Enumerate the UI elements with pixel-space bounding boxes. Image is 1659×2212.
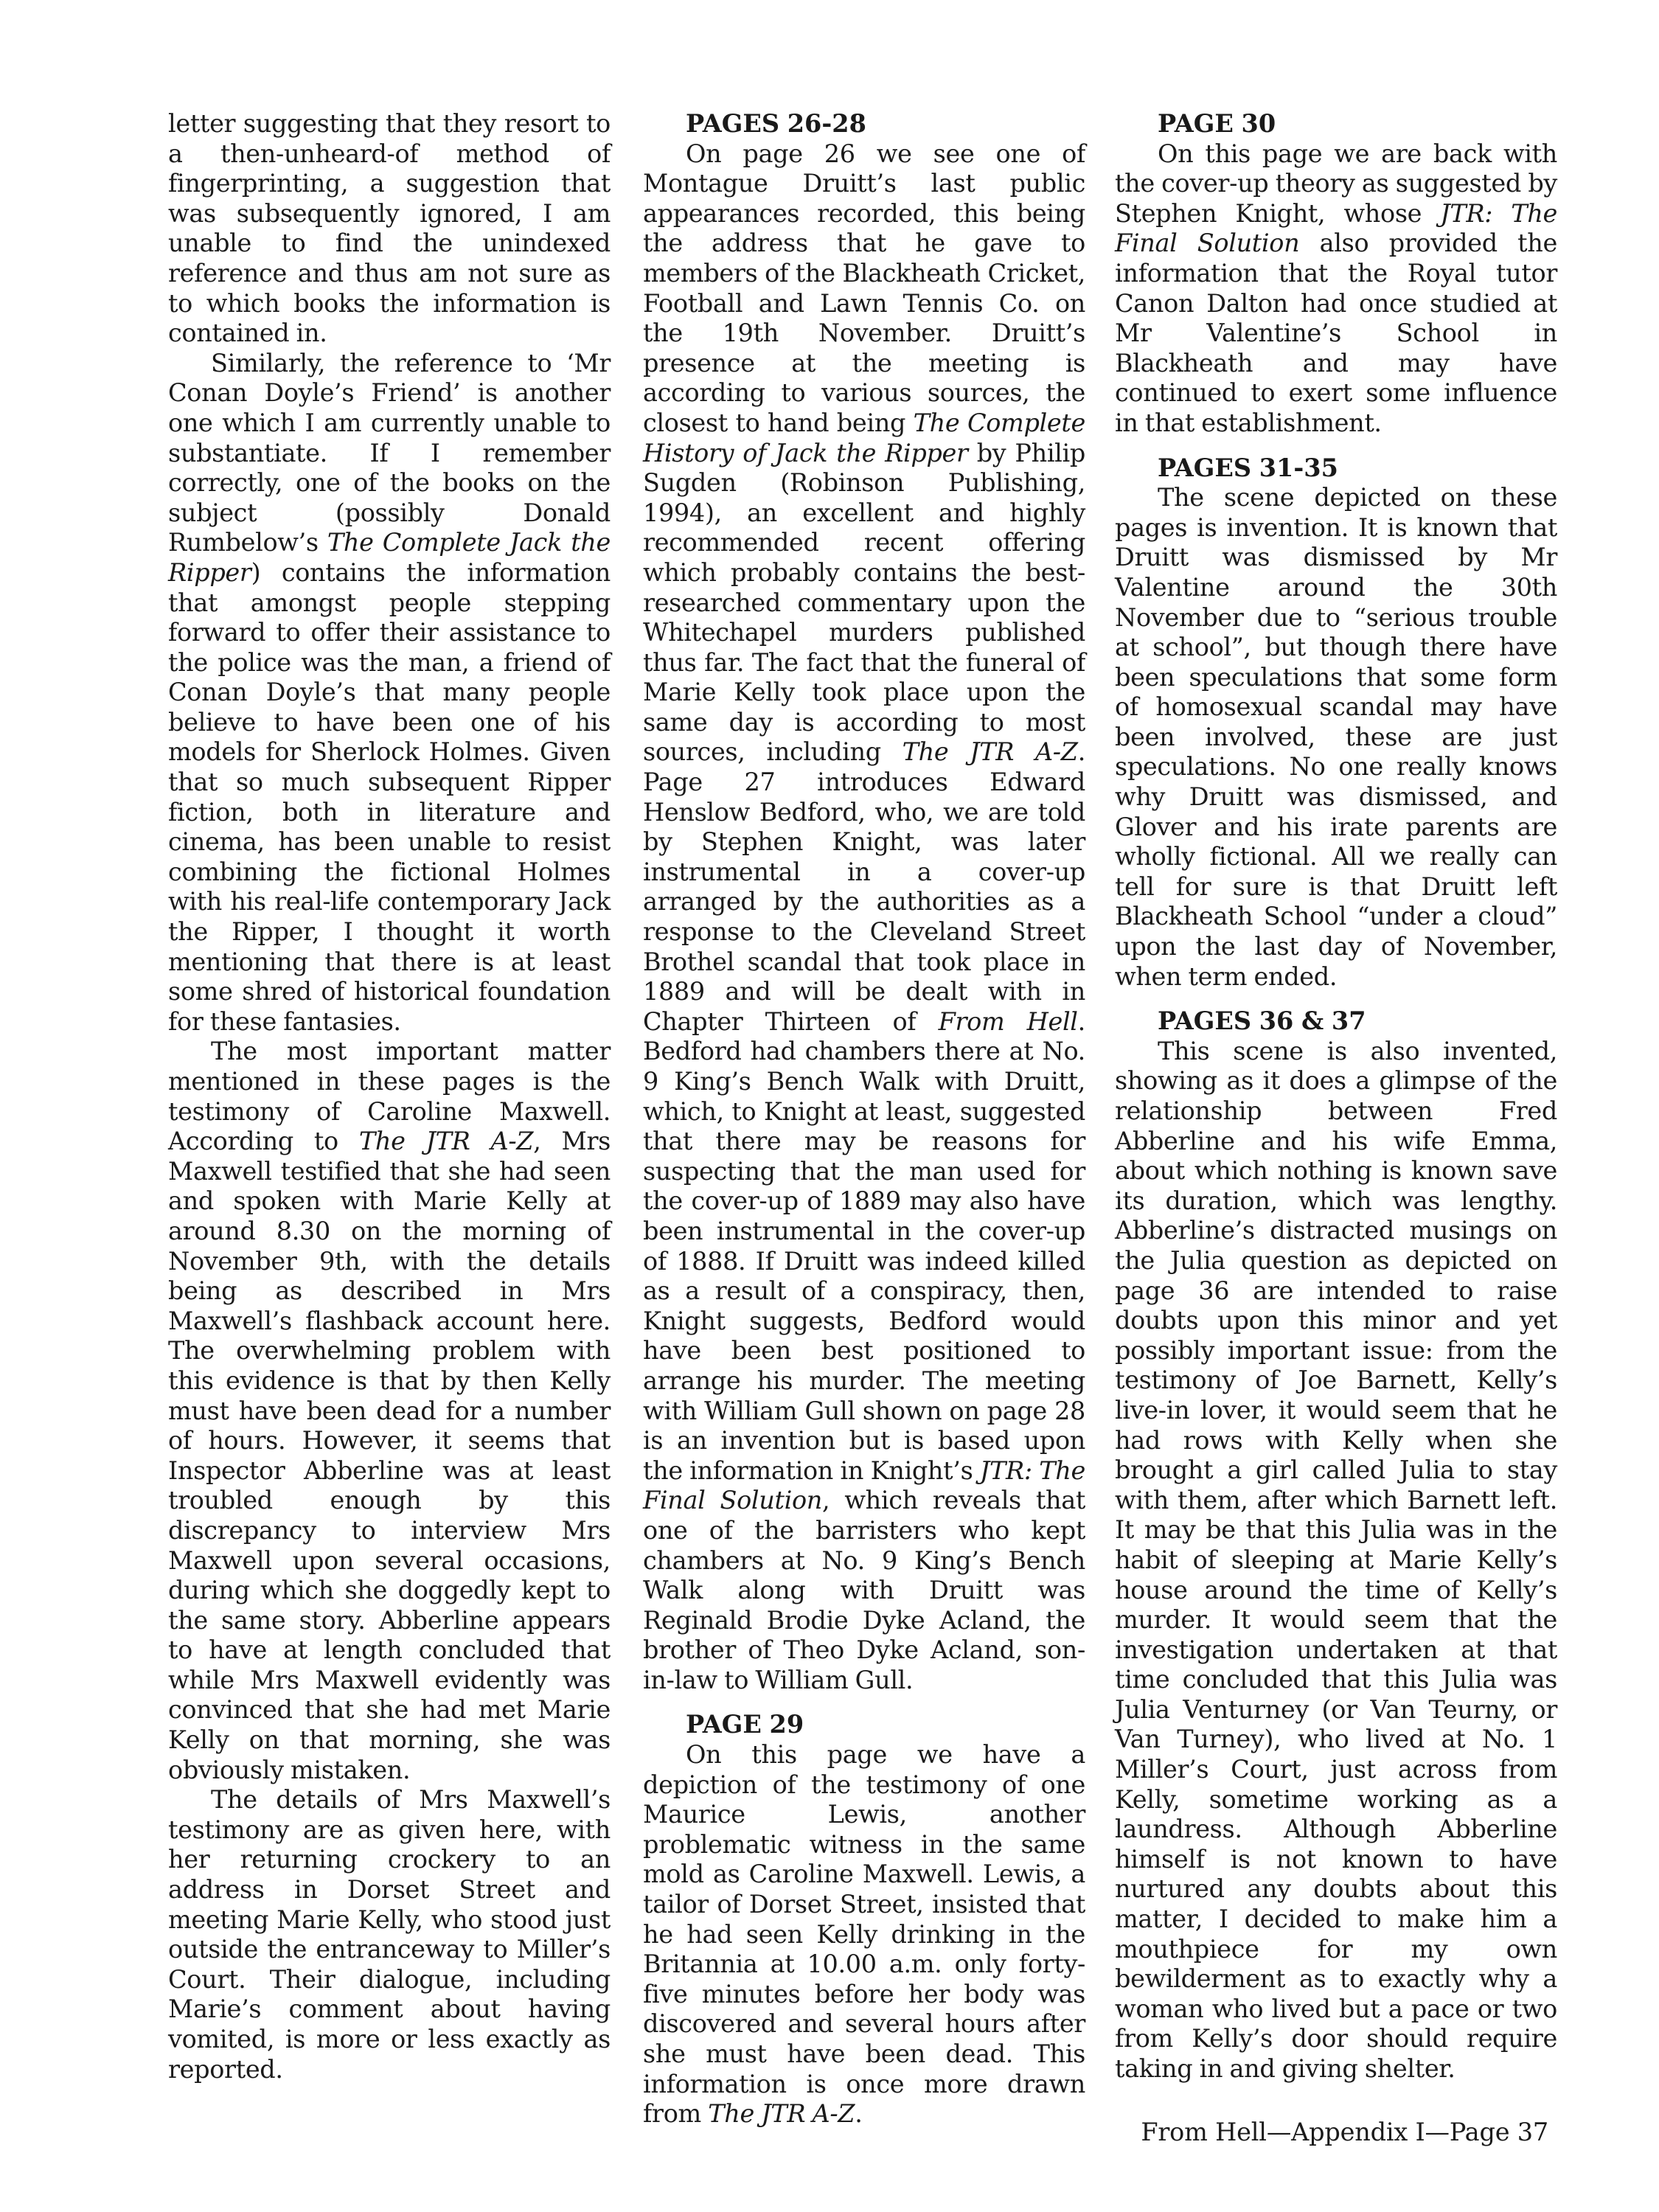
paragraph-text: This scene is also invented, showing as it does a glimpse of the relationship between Fred Abberline and his wife Emma, about which nothing is known save its duration, which was lengthy. Abberline’s distracted musings on the Julia question as depicted on page 36 are intended to raise doubts upon this minor and yet possibly important issue: from the testimony of Joe Barnett, Kelly’s live-in lover, it would seem that he had rows with Kelly when she brought a girl called Julia to stay with them, after which Barnett left. It may be that this Julia was in the habit of sleeping at Marie Kelly’s house around the time of Kelly’s murder. It would seem that the investigation undertaken at that time concluded that this Julia was Julia Venturney (or Van Teurny, or Van Turney), who lived at No. 1 Miller’s Court, just across from Kelly, sometime working as a laundress. Although Abberline himself is not known to have nurtured any doubts about this matter, I decided to make him a mouthpiece for my own bewilderment as to exactly why a woman who lived but a pace or two from Kelly’s door should require taking in and giving shelter. bbox=[1115, 1036, 1557, 2083]
book-title: JTR: The Final Solution bbox=[643, 1455, 1085, 1515]
book-title: The Complete Jack the Ripper bbox=[168, 528, 611, 587]
paragraph bbox=[643, 139, 1085, 1696]
paragraph-text: , Mrs Maxwell testified that she had seen and spoken with Marie Kelly at around 8.30 on the morning of November 9th, with the details being as described in Mrs Maxwell’s flashback account here. The overwhelming problem with this evidence is that by then Kelly must have been dead for a number of hours. However, it seems that Inspector Abberline was at least troubled enough by this discrepancy to interview Mrs Maxwell upon several occasions, during which she doggedly kept to the same story. Abberline appears to have at length concluded that while Mrs Maxwell evidently was convinced that she had met Marie Kelly on that morning, she was obviously mistaken. bbox=[168, 1127, 611, 1784]
paragraph-text: , which reveals that one of the barristers who kept chambers at No. 9 King’s Bench Walk along with Druitt was Reginald Brodie Dyke Acland, the brother of Theo Dyke Acland, son-in-law to William Gull. bbox=[643, 1486, 1085, 1694]
book-title: From Hell bbox=[938, 1006, 1078, 1036]
paragraph-text: Similarly, the reference to ‘Mr Conan Doyle’s Friend’ is another one which I am currently unable to substantiate. If I remember correctly, one of the books on the subject (possibly Donald Rumbelow’s bbox=[168, 348, 611, 557]
book-title: The JTR A-Z bbox=[902, 737, 1078, 767]
paragraph-text: On page 26 we see one of Montague Druitt’s last public appearances recorded, this being the address that he gave to members of the Blackheath Cricket, Football and Lawn Tennis Co. on the 19th November. Druitt’s presence at the meeting is according to various sources, the closest to hand being bbox=[643, 139, 1085, 437]
page-footer: From Hell—Appendix I—Page 37 bbox=[1141, 2118, 1548, 2146]
paragraph-text: . bbox=[855, 2099, 863, 2129]
paragraph bbox=[168, 349, 611, 1037]
paragraph-text: letter suggesting that they resort to a then-unheard-of method of fingerprinting, a suggestion that was subsequently ignored, I am unable to find the unindexed reference and thus am not sure as to which books the information is contained in. bbox=[168, 109, 611, 348]
paragraph-text: also provided the information that the Royal tutor Canon Dalton had once studied at Mr Valentine’s School in Blackheath and may have continued to exert some influence in that establishment. bbox=[1115, 229, 1557, 437]
paragraph bbox=[168, 109, 611, 349]
paragraph-text: ) contains the information that amongst people stepping forward to offer their assistance to the police was the man, a friend of Conan Doyle’s that many people believe to have been one of his models for Sherlock Holmes. Given that so much subsequent Ripper fiction, both in literature and cinema, has been unable to resist combining the fictional Holmes with his real-life contemporary Jack the Ripper, I thought it worth mentioning that there is at least some shred of historical foundation for these fantasies. bbox=[168, 557, 611, 1036]
section-heading: PAGES 36 & 37 bbox=[1158, 1006, 1366, 1036]
section-heading: PAGE 29 bbox=[686, 1710, 804, 1739]
book-title: The JTR A-Z bbox=[358, 1127, 534, 1156]
paragraph-text: . Page 27 introduces Edward Henslow Bedford, who, we are told by Stephen Knight, was later instrumental in a cover-up arranged by the authorities as a response to the Cleveland Street Brothel scandal that took place in 1889 and will be dealt with in Chapter Thirteen of bbox=[643, 737, 1085, 1036]
book-title: The JTR A-Z bbox=[708, 2099, 855, 2129]
paragraph bbox=[643, 1740, 1085, 2129]
paragraph-text: The scene depicted on these pages is invention. It is known that Druitt was dismissed by Mr Valentine around the 30th November due to “serious trouble at school”, but though there have been speculations that some form of homosexual scandal may have been involved, these are just speculations. No one really knows why Druitt was dismissed, and Glover and his irate parents are wholly fictional. All we really can tell for sure is that Druitt left Blackheath School “under a cloud” upon the last day of November, when term ended. bbox=[1115, 483, 1557, 991]
paragraph bbox=[168, 1785, 611, 2084]
text-column-1 bbox=[168, 109, 611, 2084]
paragraph-text: The details of Mrs Maxwell’s testimony are as given here, with her returning crockery to an address in Dorset Street and meeting Marie Kelly, who stood just outside the entranceway to Miller’s Court. Their dialogue, including Marie’s comment about having vomited, is more or less exactly as reported. bbox=[168, 1785, 611, 2084]
paragraph bbox=[168, 1037, 611, 1785]
book-title: JTR: The Final Solution bbox=[1115, 198, 1557, 258]
paragraph bbox=[1115, 1037, 1557, 2084]
paragraph-text: The most important matter mentioned in these pages is the testimony of Caroline Maxwell. According to bbox=[168, 1037, 611, 1156]
section-heading: PAGES 31-35 bbox=[1158, 453, 1338, 482]
paragraph bbox=[1115, 139, 1557, 439]
section-heading: PAGES 26-28 bbox=[686, 109, 866, 138]
book-title: The Complete History of Jack the Ripper bbox=[643, 408, 1085, 467]
text-column-3 bbox=[1115, 109, 1557, 2084]
text-column-2 bbox=[643, 109, 1085, 2129]
section-heading: PAGE 30 bbox=[1158, 109, 1276, 138]
paragraph-text: by Philip Sugden (Robinson Publishing, 1994), an excellent and highly recommended recent offering which probably contains the best-researched commentary upon the Whitechapel murders published thus far. The fact that the funeral of Marie Kelly took place upon the same day is according to most sources, including bbox=[643, 438, 1086, 767]
paragraph bbox=[1115, 483, 1557, 992]
paragraph-text: On this page we have a depiction of the testimony of one Maurice Lewis, another problematic witness in the same mold as Caroline Maxwell. Lewis, a tailor of Dorset Street, insisted that he had seen Kelly drinking in the Britannia at 10.00 a.m. only forty-five minutes before her body was discovered and several hours after she must have been dead. This information is once more drawn from bbox=[643, 1740, 1085, 2129]
paragraph-text: On this page we are back with the cover-up theory as suggested by Stephen Knight, whose bbox=[1115, 139, 1557, 228]
paragraph-text: . Bedford had chambers there at No. 9 King’s Bench Walk with Druitt, which, to Knight at least, suggested that there may be reasons for suspecting that the man used for the cover-up of 1889 may also have been instrumental in the cover-up of 1888. If Druitt was indeed killed as a result of a conspiracy, then, Knight suggests, Bedford would have been best positioned to arrange his murder. The meeting with William Gull shown on page 28 is an invention but is based upon the information in Knight’s bbox=[643, 1006, 1085, 1485]
